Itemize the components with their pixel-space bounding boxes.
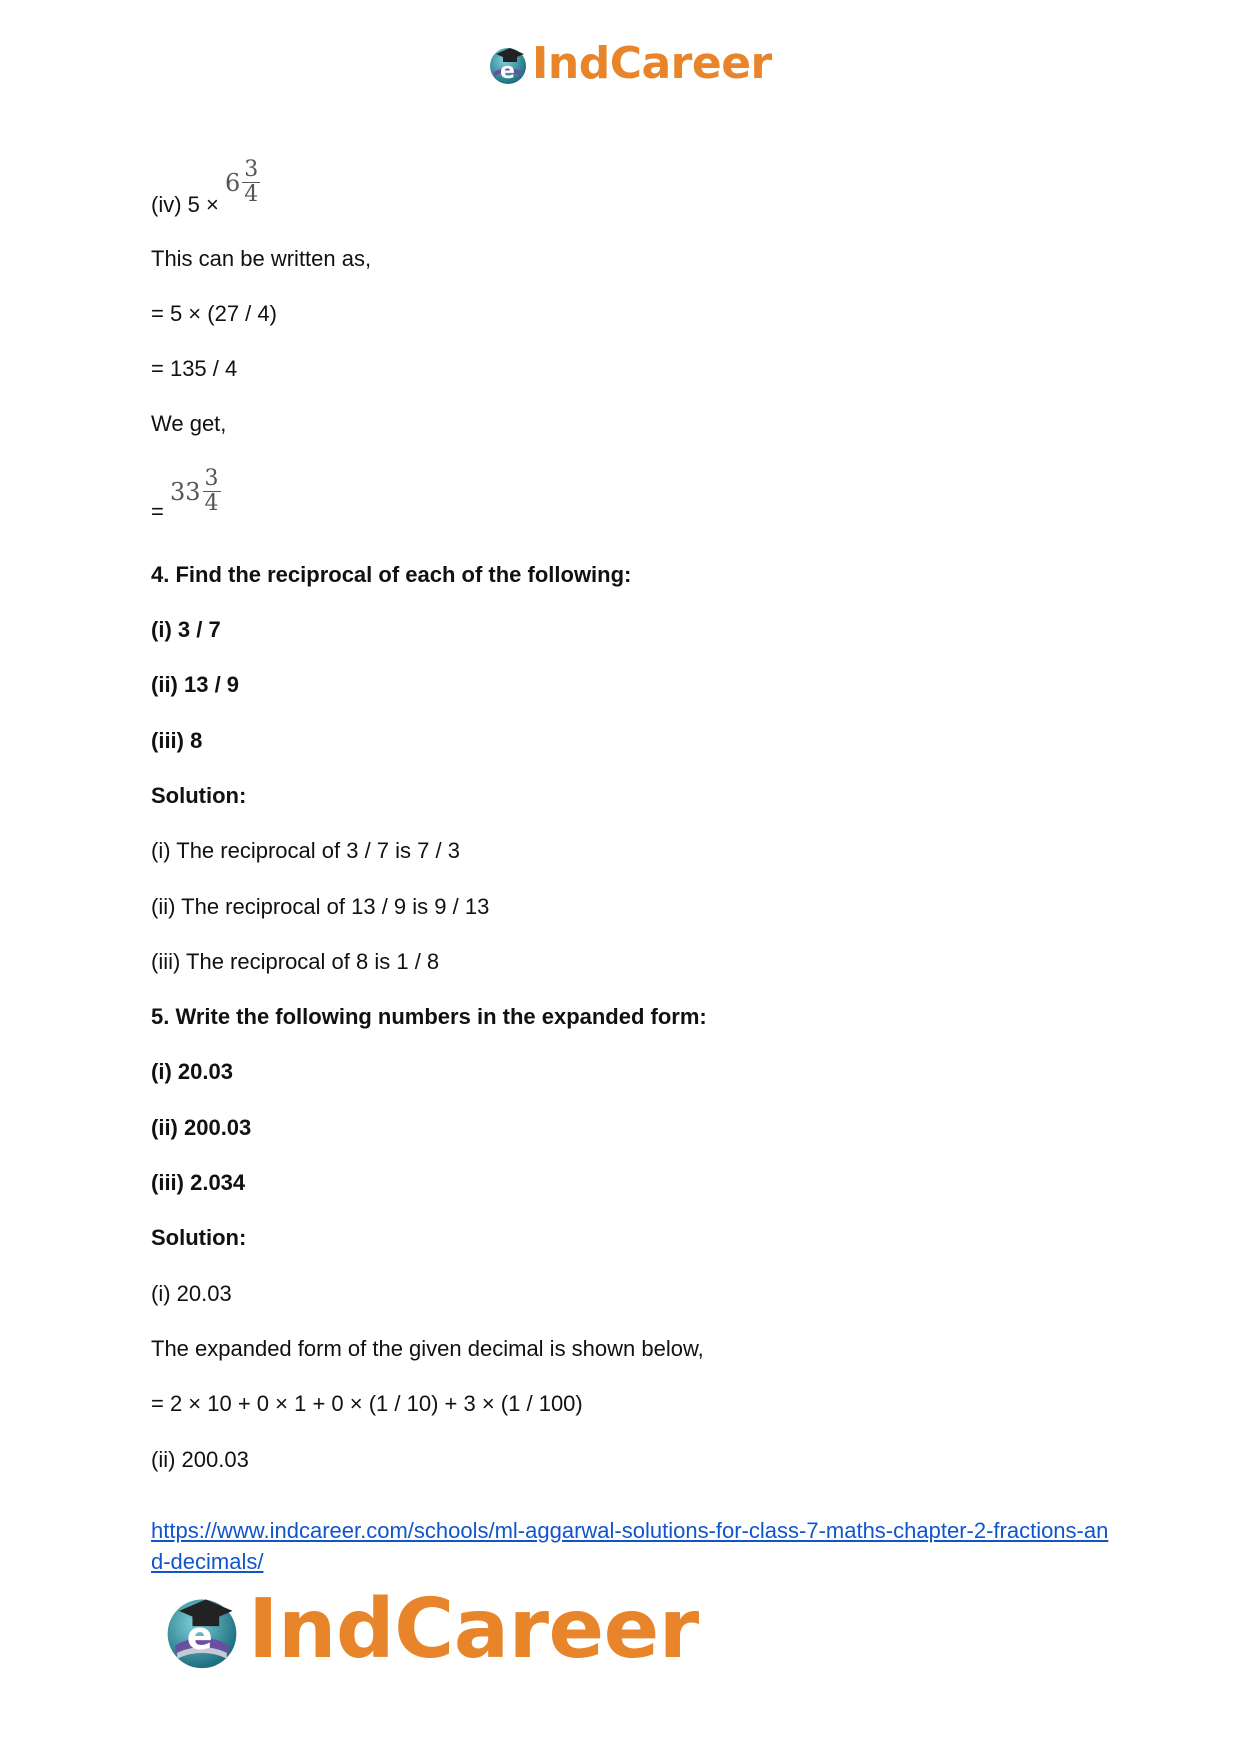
text-expanded-intro: The expanded form of the given decimal is shown below, (151, 1336, 704, 1361)
step-2: = 135 / 4 (151, 356, 238, 381)
answer-5-i: (i) 20.03 (151, 1281, 232, 1306)
logo-wordmark: IndCareer (532, 38, 772, 89)
question-5-iii: (iii) 2.034 (151, 1170, 246, 1195)
question-4: 4. Find the reciprocal of each of the following: (151, 562, 632, 587)
solution-heading-2: Solution: (151, 1225, 247, 1250)
question-3-iv-label: (iv) 5 × (151, 192, 219, 218)
source-url-link[interactable]: https://www.indcareer.com/schools/ml-aggarwal-solutions-for-class-7-maths-chapter-2-fractions-and-decimals/ (151, 1518, 1109, 1574)
mixed-whole: 6 (224, 168, 241, 197)
question-5-i: (i) 20.03 (151, 1059, 233, 1084)
globe-graduation-cap-icon (486, 42, 530, 86)
question-5-ii: (ii) 200.03 (151, 1115, 252, 1140)
solution-heading-1: Solution: (151, 783, 247, 808)
question-5: 5. Write the following numbers in the expanded form: (151, 1004, 707, 1029)
svg-text:e: e (186, 1615, 213, 1660)
answer-4-iii: (iii) The reciprocal of 8 is 1 / 8 (151, 949, 440, 974)
mixed-fraction (225, 158, 260, 207)
globe-books-icon (160, 1588, 244, 1672)
answer-4-i: (i) The reciprocal of 3 / 7 is 7 / 3 (151, 838, 460, 863)
question-4-i: (i) 3 / 7 (151, 617, 221, 642)
answer-numerator: 3 (204, 466, 219, 491)
equals-sign: = (151, 499, 164, 525)
question-3-iv (151, 157, 260, 218)
footer-logo-wordmark: IndCareer (248, 1582, 699, 1677)
fraction-numerator: 3 (244, 157, 259, 182)
answer-3-iv (151, 466, 221, 525)
answer-whole: 33 (169, 477, 201, 506)
expanded-equation: = 2 × 10 + 0 × 1 + 0 × (1 / 10) + 3 × (1 / 100) (151, 1391, 583, 1416)
answer-5-ii: (ii) 200.03 (151, 1447, 249, 1472)
text-we-get: We get, (151, 411, 227, 436)
fraction-denominator: 4 (244, 182, 259, 207)
answer-4-ii: (ii) The reciprocal of 13 / 9 is 9 / 13 (151, 894, 490, 919)
step-1: = 5 × (27 / 4) (151, 301, 277, 326)
header-logo (486, 38, 772, 89)
text-written-as: This can be written as, (151, 246, 372, 271)
question-4-ii: (ii) 13 / 9 (151, 672, 240, 697)
answer-mixed-fraction (170, 467, 221, 516)
answer-denominator: 4 (204, 491, 219, 516)
svg-text:e: e (500, 59, 515, 84)
question-4-iii: (iii) 8 (151, 728, 203, 753)
footer-logo (160, 1582, 699, 1677)
